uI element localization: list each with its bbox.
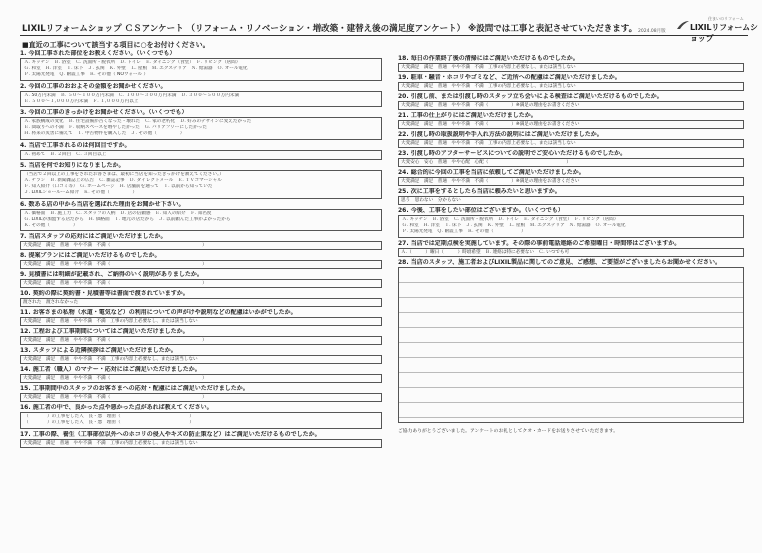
question-text: 22. 引渡し時の取扱説明や手入れ方法の説明にはご満足いただけましたか。 [398,131,603,138]
rating-options[interactable]: 大変満足 満足 普通 やや不満 不満 工事の内容上必要なし、または該当しない [398,63,744,72]
question [20,431,382,448]
rating-options[interactable]: 大変満足 満足 普通 やや不満 不満（ ） [20,374,382,383]
header-divider [20,35,748,36]
question-text: 11. お客さまの私物（水道・電気など）の利用についての声がけや説明などの配慮はいかがでしたか。 [20,309,297,317]
question [20,201,382,232]
rating-options[interactable]: 大変満足 満足 普通 やや不満 不満 工事の内容上必要なし、または該当しない [20,355,382,364]
rating-options[interactable]: 大変満足 満足 普通 やや不満 不満（ ） [20,336,382,345]
option-line: （ ）の工事をした人 良・悪 理由（ ） [24,414,194,420]
left-column [20,50,382,450]
rating-options[interactable]: 大変満足 満足 普通 やや不満 不満（ ）※満足の理由をお書きください [398,177,744,186]
question-text: 26. 今後、工事をしたい部位はございますか。（いくつでも） [398,207,564,214]
option-line: Ｐ. 太陽光発電 Ｑ. 耐震工事 Ｒ. その他（ ） [402,229,526,235]
question-text: 13. スタッフによる近隣挨拶はご満足いただけましたか。 [20,347,177,355]
question [20,347,382,364]
question-text: 19. 駐車・騒音・ホコリやゴミなど、ご近所への配慮はご満足いただけましたか。 [398,74,621,81]
option-line: Ｐ. 太陽光発電 Ｑ. 耐震工事 Ｒ. その他（ NOウォール ） [24,72,149,78]
question [20,109,382,140]
options-box[interactable] [398,215,744,238]
option-line: Ｋ. その他（ ） [24,223,78,229]
brand-tagline: 住まいのリフォーム [708,16,744,21]
brand-name: LIXILリフォームショップ [690,23,758,43]
question-text: 23. 引渡し時のアフターサービスについての説明でご安心いただけるものでしたか。 [398,150,627,157]
question [398,169,744,186]
question [20,404,382,428]
question-text: 17. 工事の際、養生（工事部位以外へのホコリの侵入やキズの防止策など）はご満足いただけるものでしたか。 [20,430,321,438]
rating-options[interactable]: 大変満足 満足 普通 やや不満 不満（ ） [20,393,382,402]
option-line: Ｇ. LIXILが加盟する店だから Ｈ. 価格面 Ｉ. 地元の店だから Ｊ. 以前頼んだ工事がよかったから [24,216,231,222]
option-line: Ａ. キッチン Ｂ. 浴室 Ｃ. 洗面所・脱衣所 Ｄ. トイレ Ｅ. ダイニング（食堂） Ｆ. リビング（居間） [24,60,241,65]
rating-options[interactable]: 大変満足 満足 普通 やや不満 不満（ ）※満足の理由をお書きください [398,101,744,110]
rating-options[interactable]: 大変満足 満足 普通 やや不満 不満（ ） [20,260,382,269]
survey-title: LIXILリフォームショップ ＣＳアンケート （リフォーム・リノベーション・増改築・建替え後の満足度アンケート） ※設問では工事と表記させていただきます。 [22,24,638,34]
question-text: 4. 当店で工事されるのは何回目ですか。 [20,141,131,149]
question [398,150,744,167]
option-line: （ ）の工事をした人 良・悪 理由（ ） [24,420,194,426]
question [398,55,744,72]
question [398,188,744,205]
form-version-date: 2024.08月版 [638,29,666,34]
rating-options[interactable]: 大変満足 満足 普通 やや不満 不満（ ） [20,241,382,250]
question-text: 24. 総合的に今回の工事を当店に依頼してご満足いただけましたか。 [398,169,585,176]
rating-options[interactable]: 大変満足 満足 普通 やや不満 不満（ ）※満足の理由をお書きください [398,120,744,129]
question-text: 15. 工事期間中のスタッフのお客さまへの応対・配慮にはご満足いただけましたか。 [20,385,249,393]
question-text: 1. 今回工事された部位をお教えください。（いくつでも） [20,50,176,57]
option-line: Ａ. キッチン Ｂ. 浴室 Ｃ. 洗面所・脱衣所 Ｄ. トイレ Ｅ. ダイニング（食堂） Ｆ. リビング（居間） [402,217,619,222]
question-text: 20. 引渡し前、または引渡し時のスタッフ立ち会いによる検査はご満足いただけるものでしたか。 [398,93,663,100]
option-line: Ａ. 価格面 Ｂ. 施工力 Ｃ. スタッフの人柄 Ｄ. 店の信頼感 Ｅ. 知人の紹介 Ｆ. 知名度 [24,210,212,216]
option-line: Ｆ. 知人紹介（口コミ等） Ｇ. ホームページ Ｈ. 店舗前を通って Ｉ. 以前から知っていた [24,184,213,190]
rating-options[interactable]: 大変満足 満足 普通 やや不満 不満 工事の内容上必要なし、または該当しない [398,82,744,91]
thank-you-note: ご協力ありがとうございました。アンケートのお礼としてクオ・カードをお送りさせていただきます。 [398,428,618,434]
question-text: 7. 当店スタッフの応対にはご満足いただけましたか。 [20,233,167,241]
question [20,50,382,81]
question [20,83,382,107]
question-text: 9. 見積書には明細が記載され、ご納得のいく説明がありましたか。 [20,271,203,279]
rating-options[interactable]: 大変満足 満足 普通 やや不満 不満（ ） [20,279,382,288]
question [20,162,382,199]
question [398,131,744,148]
question-text: 12. 工程および工事期間についてはご満足いただけましたか。 [20,328,189,336]
option-line: Ａ. チラシ Ｂ. 新聞雑誌上の広告 Ｃ. 雑誌記事 Ｄ. ダイレクトメール Ｅ. ＴＶコマーシャル [24,178,222,184]
question [398,207,744,238]
question-text: 2. 今回の工事のおおよその金額をお聞かせください。 [20,82,167,90]
option-line: Ｇ. 和室 Ｈ. 洋室 Ｉ. 床下 Ｊ. 玄関 Ｋ. 外壁 Ｌ. 屋根 Ｍ. エクステリア Ｎ. 給湯器 Ｏ. オール電化 [402,223,626,229]
comment-box[interactable] [398,267,744,423]
question [20,385,382,402]
rating-options[interactable]: Ａ.（ ）曜日（ ）時頃希望 Ｂ. 連絡は特に必要ない Ｃ. いつでも可 [398,248,744,257]
rating-options[interactable]: 渡された 渡されなかった [20,298,382,307]
question-text: 25. 次に工事をするとしたら当店に頼みたいと思いますか。 [398,188,561,195]
rating-options[interactable]: 大変満足 満足 普通 やや不満 不満 工事の内容上必要なし、または該当しない [20,317,382,326]
question-28 [398,259,744,434]
option-line: Ｇ. 和室 Ｈ. 洋室 Ｉ. 床下 Ｊ. 玄関 Ｋ. 外壁 Ｌ. 屋根 Ｍ. エクステリア Ｎ. 給湯器 Ｏ. オール電化 [24,66,248,72]
option-line: Ｊ. LIXILショールーム紹介 Ｋ. その他（ ） [24,190,138,196]
question-text: 3. 今回の工事のきっかけをお聞かせください。（いくつでも） [20,109,188,117]
option-line: Ｅ. 間取りへの不満 Ｆ. 収納スペースを増やしたかった Ｇ. バリアフリーにしたかった [24,125,207,131]
option-line: （当店で２回以上の工事をされたお客さまは、最初に当店を知ったきっかけを教えてください。） [24,171,224,177]
header [0,0,762,43]
options-box[interactable] [20,170,382,199]
question-text: 27. 当店では定期点検を実施しています。その際の事前電話連絡のご希望曜日・時間帯はございますか。 [398,239,681,247]
options-box[interactable] [20,412,382,428]
question [20,328,382,345]
question [20,290,382,307]
question [20,271,382,288]
question-text: 8. 提案プランにはご満足いただけるものでしたか。 [20,252,161,260]
question [20,252,382,269]
rating-options[interactable]: 大変満足 満足 普通 やや不満 不満 工事の内容上必要なし、または該当しない [398,139,744,148]
question-28-text: 28. 当店のスタッフ、施工者およびLIXIL製品に関してのご意見、ご感想、ご要望がございましたらお聞かせください。 [398,258,721,266]
question-text: 14. 施工者（職人）のマナー・応対にはご満足いただけましたか。 [20,366,201,374]
question [398,74,744,91]
question-text: 6. 数ある店の中から当店を選ばれた理由をお聞かせ下さい。 [20,200,185,208]
lixil-logo-icon [676,20,690,30]
rating-options[interactable]: 思う 思わない 分からない [398,196,744,205]
question [398,240,744,257]
options-box[interactable] [20,91,382,107]
options-box[interactable] [20,209,382,232]
right-column [398,55,744,434]
options-box[interactable] [20,150,382,160]
option-line: Ｅ. ５００～１,０００万円未満 Ｆ. １,０００万円以上 [24,98,139,104]
question-text: 10. 契約の際に契約書・見積書等は書面で渡されていますか。 [20,290,189,298]
question [398,93,744,110]
rating-options[interactable]: 大変満足 満足 普通 やや不満 不満 工事の内容上必要なし、または該当しない [20,439,382,448]
question [20,366,382,383]
instructions: ■直近の工事について該当する項目に○をお付けください。 [22,41,210,49]
question [398,112,744,129]
option-line: Ａ. 初めて Ｂ. ２回目 Ｃ. ３回目以上 [24,151,107,157]
question-text: 16. 施工者の中で、良かった点や悪かった点があれば教えてください。 [20,404,213,412]
options-box[interactable] [20,58,382,81]
question [20,233,382,250]
question [20,142,382,160]
question-text: 5. 当店を何でお知りになりましたか。 [20,161,125,169]
question [20,309,382,326]
question-text: 21. 工事の仕上がりにはご満足いただけましたか。 [398,112,537,119]
option-line: Ａ. 家族構成の変化 Ｂ. 住宅設備が古くなった・壊れた Ｃ. 家の老朽化 Ｄ. 好みのデザインに変えたかった [24,119,252,125]
option-line: Ｈ. 将来の災害に備えて Ｉ. 中古物件を購入した Ｊ. その他（ ） [24,131,185,137]
right-questions [398,55,744,257]
option-line: Ａ. 50万円未満 Ｂ. ５０～１００万円未満 Ｃ. １００～３００万円未満 Ｄ. ３００～５００万円未満 [24,92,240,98]
options-box[interactable] [20,117,382,140]
rating-options[interactable]: 大変安心 安心 普通 やや心配 心配（ ） [398,158,744,167]
question-text: 18. 毎日の作業終了後の清掃にはご満足いただけるものでしたか。 [398,55,579,62]
